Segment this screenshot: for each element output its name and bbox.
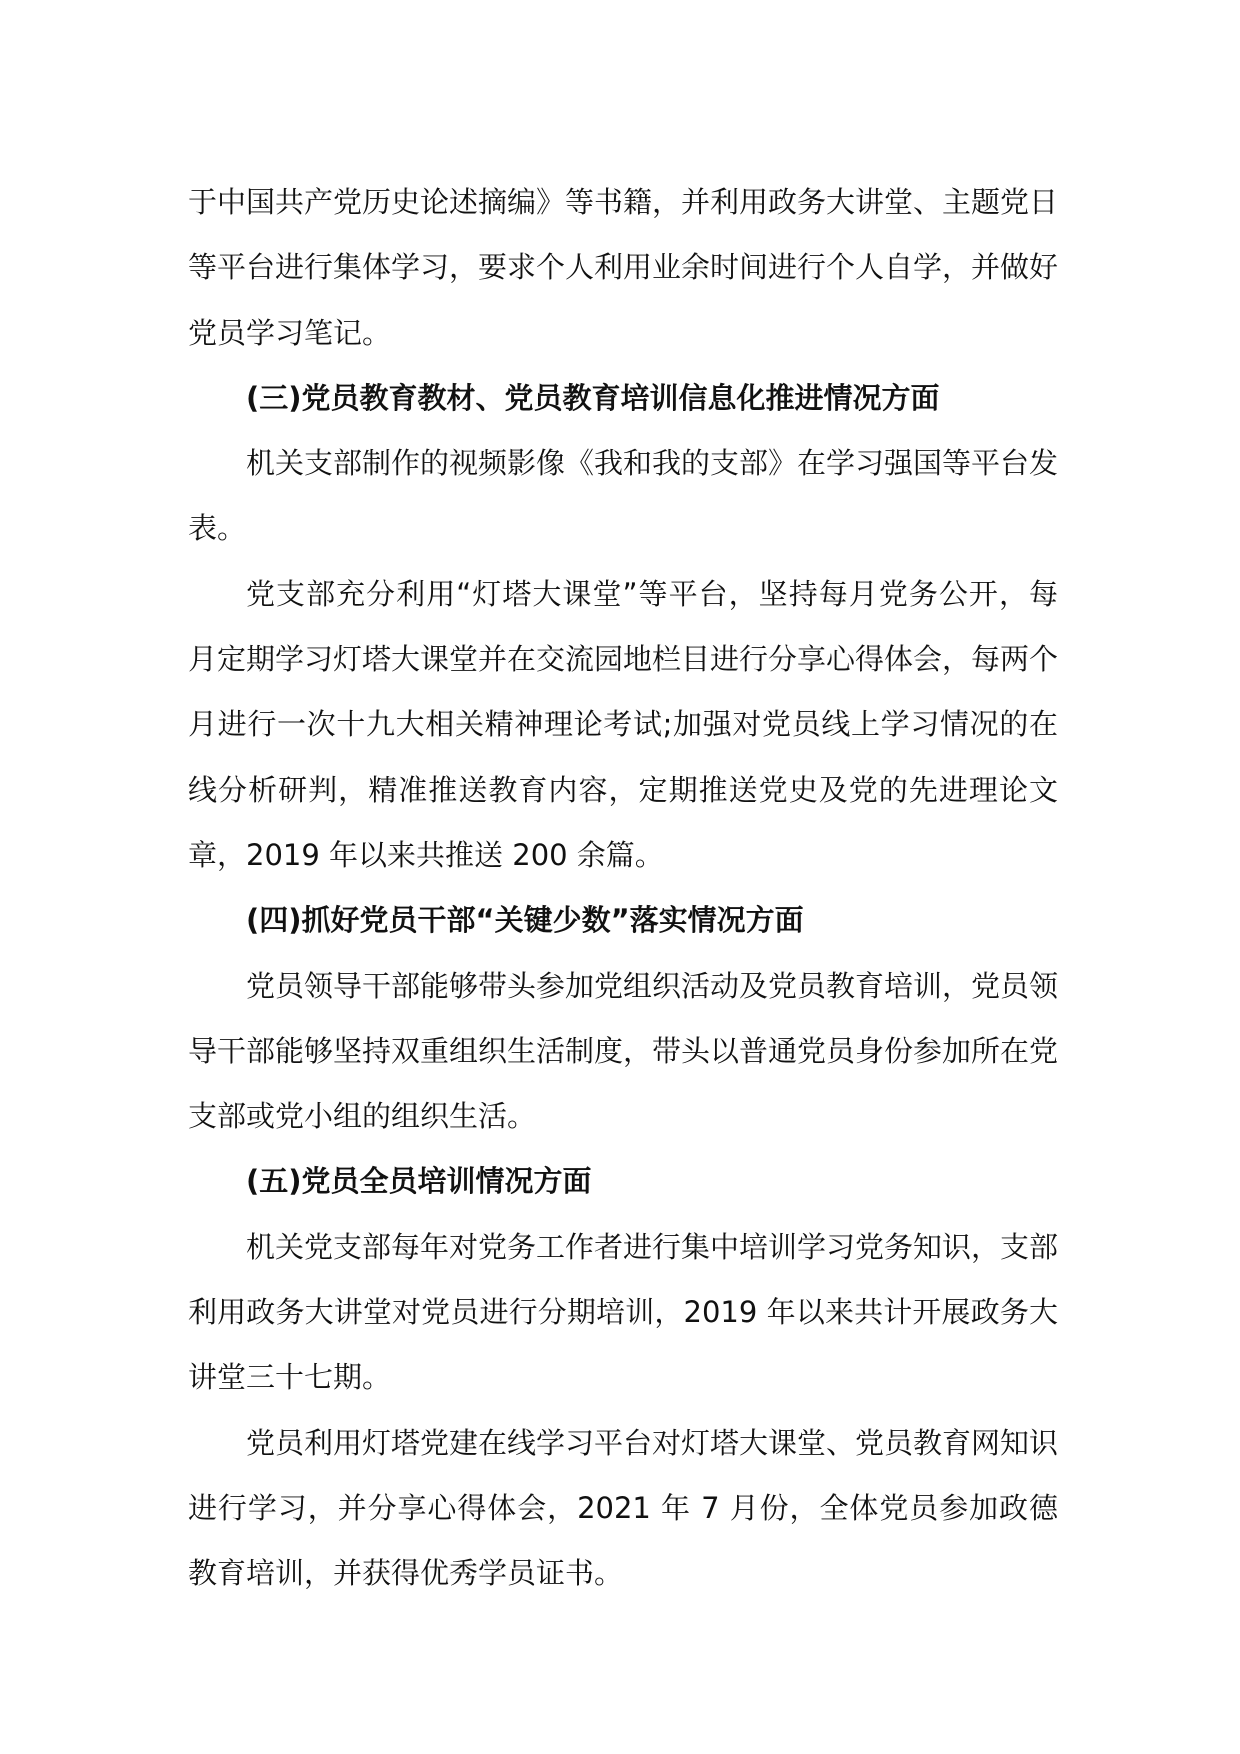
document-body — [188, 170, 1058, 1607]
paragraph: 党支部充分利用“灯塔大课堂”等平台，坚持每月党务公开，每月定期学习灯塔大课堂并在交流园地栏目进行分享心得体会，每两个月进行一次十九大相关精神理论考试;加强对党员线上学习情况的在线分析研判，精准推送教育内容，定期推送党史及党的先进理论文章，2019 年以来共推送 200 余篇。 — [188, 576, 1059, 872]
paragraph: 党员领导干部能够带头参加党组织活动及党员教育培训，党员领导干部能够坚持双重组织生活制度，带头以普通党员身份参加所在党支部或党小组的组织生活。 — [188, 968, 1059, 1134]
paragraph-continuation: 于中国共产党历史论述摘编》等书籍，并利用政务大讲堂、主题党日等平台进行集体学习，要求个人利用业余时间进行个人自学，并做好党员学习笔记。 — [188, 185, 1059, 350]
paragraph: 党员利用灯塔党建在线学习平台对灯塔大课堂、党员教育网知识进行学习，并分享心得体会，2021 年 7 月份，全体党员参加政德教育培训，并获得优秀学员证书。 — [188, 1425, 1059, 1591]
paragraph: 机关党支部每年对党务工作者进行集中培训学习党务知识，支部利用政务大讲堂对党员进行分期培训，2019 年以来共计开展政务大讲堂三十七期。 — [188, 1229, 1059, 1395]
paragraph: 机关支部制作的视频影像《我和我的支部》在学习强国等平台发表。 — [188, 446, 1059, 546]
section-heading-5: (五)党员全员培训情况方面 — [246, 1164, 592, 1199]
section-heading-4: (四)抓好党员干部“关键少数”落实情况方面 — [246, 903, 804, 938]
section-heading-3: (三)党员教育教材、党员教育培训信息化推进情况方面 — [246, 380, 940, 415]
